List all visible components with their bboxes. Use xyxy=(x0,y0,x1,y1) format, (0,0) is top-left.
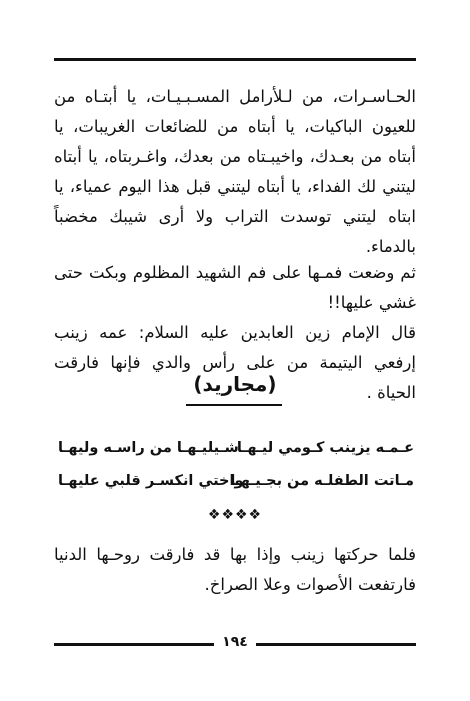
verse-line1-right: عـمـه يزينب كـومي ليـهـا xyxy=(236,440,414,456)
verse-line1-left: شـيليـهـا من راسـه وليهـا xyxy=(58,440,239,456)
title-underline xyxy=(186,404,282,406)
paragraph-lament: الحـاسـرات، من لـلأرامل المسـبـيـات، يا أبتـاه من للعيون الباكيات، يا أبتاه من للضائعات الغريبات، يا أبتاه من بعـدك، واخيبـتاه من بعدك، واغـربتاه، يا أبتاه ليتني لك الفداء، يا أبتاه ليتني قبل هذا اليوم عمياء، يا ابتاه ليتني توسدت التراب ولا أرى شيبك مخضباً بالدماء. xyxy=(54,87,416,256)
verse-line2-left: واختي انكسـر قلبي عليهـا xyxy=(58,473,244,489)
top-rule xyxy=(54,58,416,61)
section-title: (مجاريد) xyxy=(193,372,277,396)
page-footer xyxy=(54,636,416,652)
ornament-separator: ❖❖❖❖ xyxy=(207,507,263,523)
paragraph-ending: فلما حركتها زينب وإذا بها قد فارقت روحـها الدنيا فارتفعت الأصوات وعلا الصراخ. xyxy=(54,545,416,594)
paragraph-imam-saying: قال الإمام زين العابدين عليه السلام: عمه زينب إرفعي اليتيمة من على رأس والدي فإنها فارقت الحياة . xyxy=(54,323,416,402)
paragraph-kiss: ثم وضعت فمـها على فم الشهيد المظلوم وبكت حتى غشي عليها!! xyxy=(54,263,416,312)
footer-rule-right xyxy=(256,643,416,646)
page-number: ١٩٤ xyxy=(222,634,248,650)
verse-line2-right: مـاتت الطفلـه من بجـيـهـا xyxy=(230,473,414,489)
